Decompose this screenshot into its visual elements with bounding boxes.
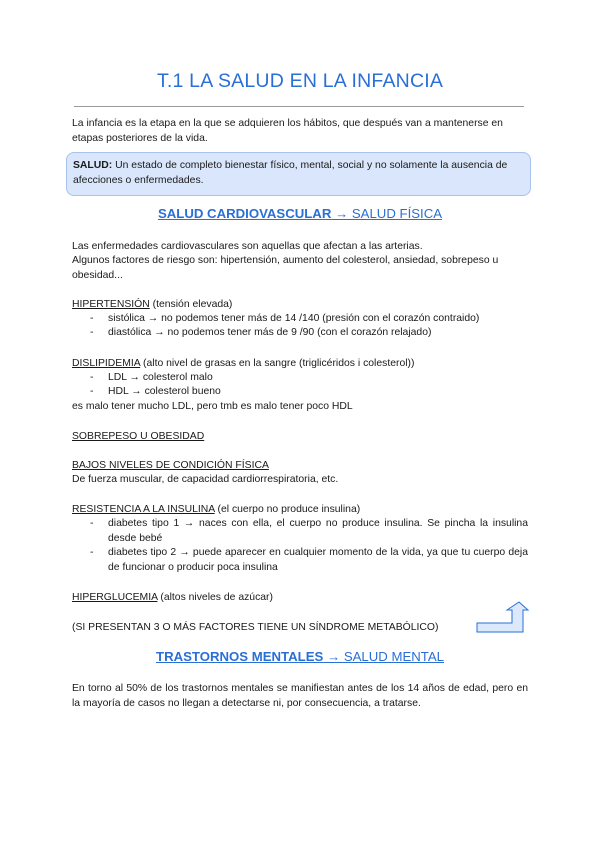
list-item: HDL → colesterol bueno xyxy=(108,386,221,397)
list-item: diabetes tipo 2 → puede aparecer en cualquier momento de la vida, ya que tu cuerpo deja de funcionar o producir poca insulina xyxy=(108,547,528,573)
section-heading-cardiovascular xyxy=(0,206,600,221)
condicion-text: De fuerza muscular, de capacidad cardiorrespiratoria, etc. xyxy=(72,474,339,485)
section-heading-light: → SALUD MENTAL xyxy=(323,649,444,664)
dislipidemia-heading xyxy=(72,357,532,372)
hiperglucemia-note: (altos niveles de azúcar) xyxy=(157,592,273,603)
intro-paragraph: La infancia es la etapa en la que se adquieren los hábitos, que después van a mantenerse en etapas posteriores de la vida. xyxy=(72,118,503,144)
dislipidemia-after: es malo tener mucho LDL, pero tmb es malo tener poco HDL xyxy=(72,401,353,412)
hiperglucemia-heading xyxy=(72,591,532,606)
callout-text: Un estado de completo bienestar físico, mental, social y no solamente la ausencia de afecciones o enfermedades. xyxy=(73,160,508,186)
condicion-heading: BAJOS NIVELES DE CONDICIÓN FÍSICA xyxy=(72,460,269,471)
list-item: sistólica → no podemos tener más de 14 /140 (presión con el corazón contraido) xyxy=(108,313,480,324)
mental-paragraph: En torno al 50% de los trastornos mentales se manifiestan antes de los 14 años de edad, pero en la mayoría de casos no llegan a detectarse ni, por consecuencia, a tratarse. xyxy=(72,683,528,709)
up-turn-arrow-icon xyxy=(476,601,530,633)
hipertension-note: (tensión elevada) xyxy=(149,299,233,310)
definition-callout xyxy=(66,152,531,196)
resistencia-label: RESISTENCIA A LA INSULINA xyxy=(72,504,215,515)
dash-icon: - xyxy=(90,386,94,397)
list-item: diabetes tipo 1 → naces con ella, el cuerpo no produce insulina. Se pincha la insulina desde bebé xyxy=(108,518,528,544)
cardio-paragraph-2: Algunos factores de riesgo son: hipertensión, aumento del colesterol, ansiedad, sobrepeso u obesidad... xyxy=(72,255,499,281)
dash-icon: - xyxy=(90,327,94,338)
sindrome-note: (SI PRESENTAN 3 O MÁS FACTORES TIENE UN SÍNDROME METABÓLICO) xyxy=(72,622,439,633)
dash-icon: - xyxy=(90,313,94,324)
list-item: diastólica → no podemos tener más de 9 /90 (con el corazón relajado) xyxy=(108,327,432,338)
resistencia-heading xyxy=(72,503,532,518)
section-heading-light: → SALUD FÍSICA xyxy=(331,206,443,221)
section-heading-strong: TRASTORNOS MENTALES xyxy=(156,649,324,664)
hipertension-label: HIPERTENSIÓN xyxy=(72,299,150,310)
dash-icon: - xyxy=(90,372,94,383)
cardio-paragraph-1: Las enfermedades cardiovasculares son aquellas que afectan a las arterias. xyxy=(72,241,423,252)
hiperglucemia-label: HIPERGLUCEMIA xyxy=(72,592,158,603)
dash-icon: - xyxy=(90,518,94,529)
callout-label: SALUD: xyxy=(73,160,113,171)
section-heading-mental xyxy=(0,649,600,664)
dash-icon: - xyxy=(90,547,94,558)
sobrepeso-heading: SOBREPESO U OBESIDAD xyxy=(72,431,205,442)
page-title: T.1 LA SALUD EN LA INFANCIA xyxy=(156,70,444,92)
dislipidemia-note: (alto nivel de grasas en la sangre (triglicéridos i colesterol)) xyxy=(140,358,415,369)
section-heading-strong: SALUD CARDIOVASCULAR xyxy=(157,206,332,221)
resistencia-note: (el cuerpo no produce insulina) xyxy=(214,504,361,515)
hipertension-heading xyxy=(72,298,532,313)
dislipidemia-label: DISLIPIDEMIA xyxy=(72,358,141,369)
list-item: LDL → colesterol malo xyxy=(108,372,213,383)
title-divider xyxy=(74,106,524,107)
